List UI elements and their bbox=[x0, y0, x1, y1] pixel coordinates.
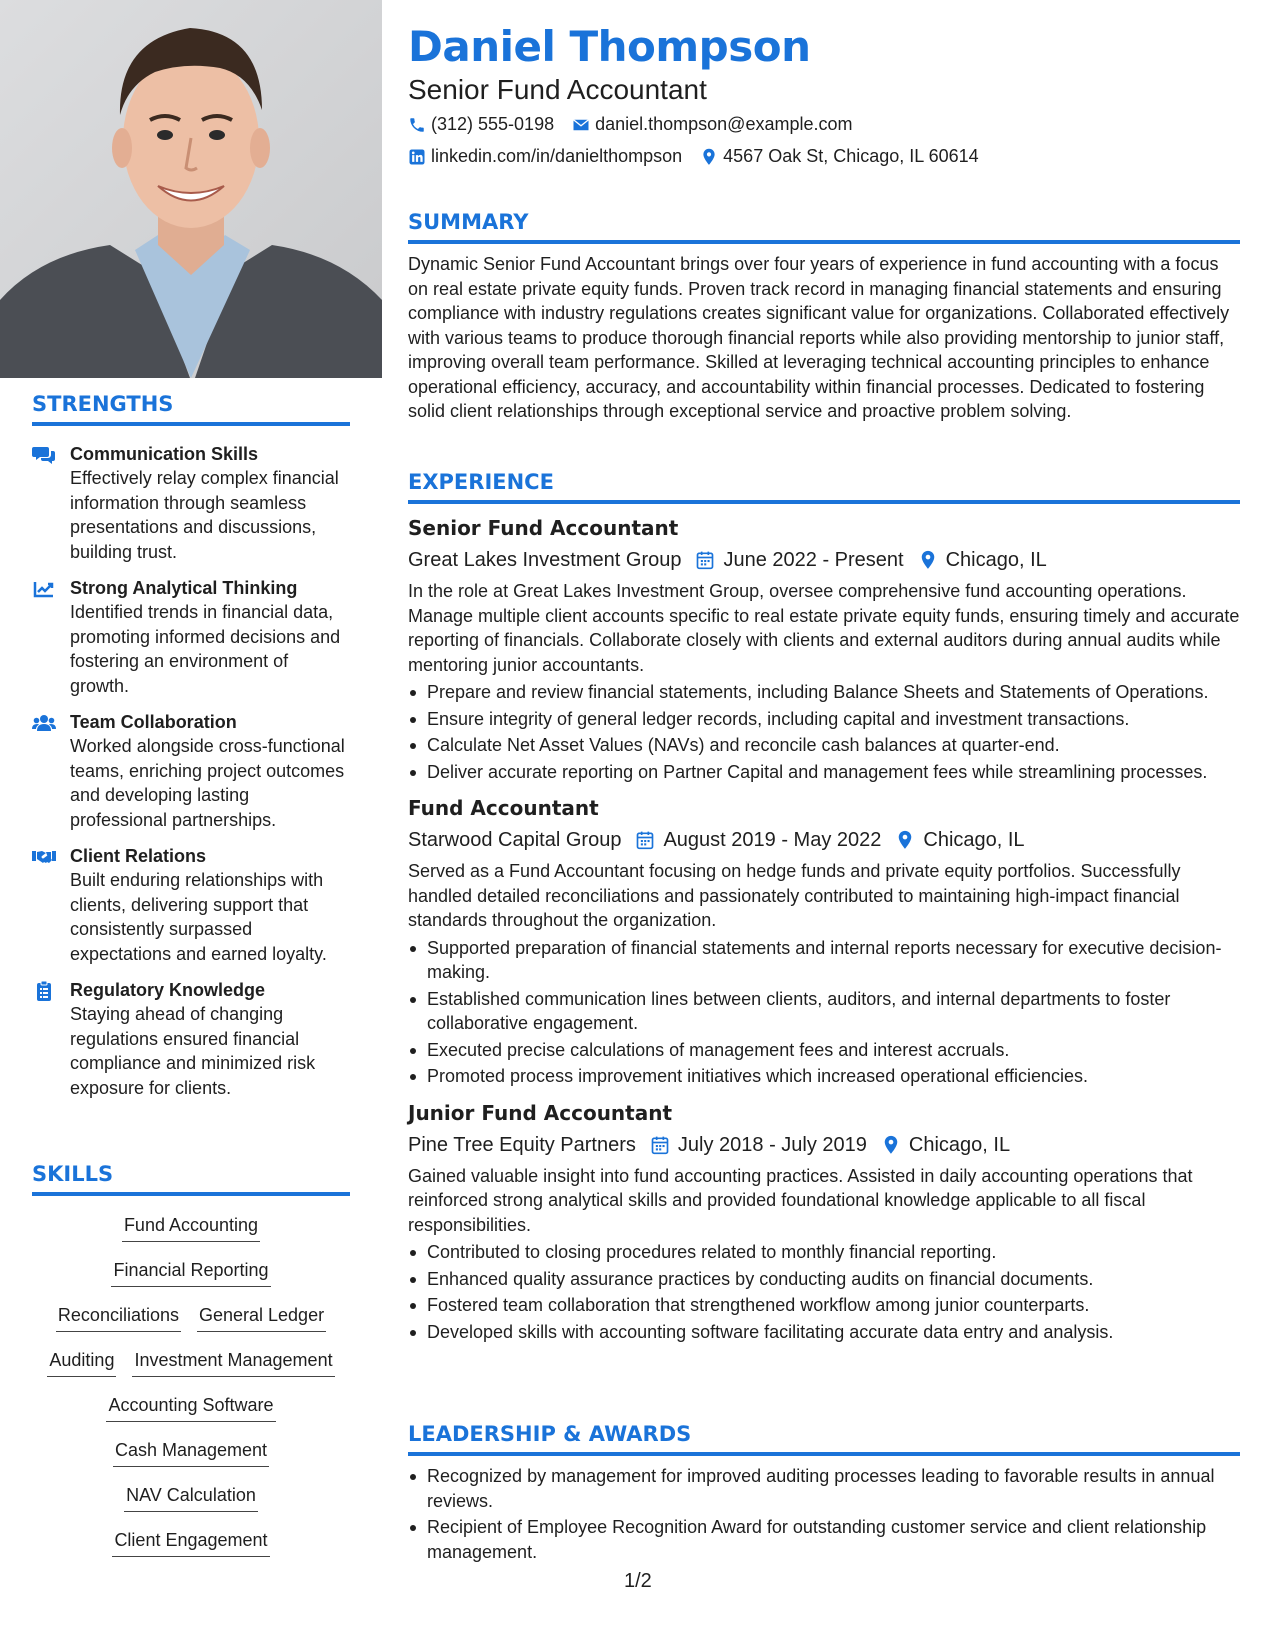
award-item: Recipient of Employee Recognition Award for outstanding customer service and client relationship management. bbox=[408, 1515, 1240, 1564]
job-title: Senior Fund Accountant bbox=[408, 516, 679, 540]
contact-linkedin bbox=[408, 146, 682, 167]
bullet-item: Contributed to closing procedures related to monthly financial reporting. bbox=[408, 1240, 1240, 1265]
calendar-icon bbox=[650, 1135, 670, 1155]
bullet-item: Fostered team collaboration that strengthened workflow among junior counterparts. bbox=[408, 1293, 1240, 1318]
awards-section bbox=[408, 1422, 1240, 1566]
strength-title: Client Relations bbox=[70, 846, 207, 866]
job-dates bbox=[635, 825, 881, 855]
candidate-title: Senior Fund Accountant bbox=[408, 74, 707, 105]
location-pin-icon bbox=[881, 1135, 901, 1155]
left-column bbox=[0, 0, 382, 1650]
location-pin-icon bbox=[700, 148, 718, 166]
job-dates-text: June 2022 - Present bbox=[723, 549, 904, 571]
skills-heading: SKILLS bbox=[32, 1162, 350, 1196]
clipboard-list-icon bbox=[32, 981, 56, 1001]
job-meta bbox=[408, 825, 1240, 855]
bullet-item: Promoted process improvement initiatives which increased operational efficiencies. bbox=[408, 1064, 1240, 1089]
calendar-icon bbox=[695, 550, 715, 570]
location-pin-icon bbox=[895, 830, 915, 850]
strength-item bbox=[32, 844, 350, 966]
handshake-icon bbox=[32, 847, 56, 867]
linkedin-icon bbox=[408, 148, 426, 166]
summary-text: Dynamic Senior Fund Accountant brings over four years of experience in fund accounting with a focus on real estate private equity funds. Proven track record in managing financial statements and ensuring compliance with industry regulations creates significant value for organizations. Collaborated effectively with various teams to produce thorough financial reports while also providing mentorship to junior staff, improving overall team performance. Skilled at leveraging technical accounting principles to enhance operational efficiency, accuracy, and accountability within financial processes. Dedicated to fostering solid client relationships through exceptional service and proactive problem solving. bbox=[408, 254, 1230, 421]
chart-line-icon bbox=[32, 579, 56, 599]
strength-item bbox=[32, 978, 350, 1100]
envelope-icon bbox=[572, 116, 590, 134]
contact-email bbox=[572, 114, 852, 135]
linkedin-text[interactable]: linkedin.com/in/danielthompson bbox=[431, 146, 683, 166]
skills-section bbox=[32, 1162, 350, 1572]
skill-tag: NAV Calculation bbox=[124, 1482, 258, 1512]
phone-icon bbox=[408, 116, 426, 134]
job-location bbox=[918, 545, 1047, 575]
skill-tag: Accounting Software bbox=[106, 1392, 275, 1422]
candidate-name: Daniel Thompson bbox=[408, 22, 811, 71]
bullet-item: Calculate Net Asset Values (NAVs) and reconcile cash balances at quarter-end. bbox=[408, 733, 1240, 758]
strength-description: Effectively relay complex financial information through seamless presentations and discussions, building trust. bbox=[70, 468, 339, 562]
job-bullets bbox=[408, 680, 1240, 784]
strength-item bbox=[32, 710, 350, 832]
job-bullets bbox=[408, 1240, 1240, 1344]
job-location bbox=[881, 1130, 1010, 1160]
strength-title: Communication Skills bbox=[70, 444, 259, 464]
email-text[interactable]: daniel.thompson@example.com bbox=[595, 114, 853, 134]
job-description: Served as a Fund Accountant focusing on hedge funds and private equity portfolios. Successfully handled detailed reconciliations and passionately contributed to maintaining high-impact financial standards throughout the organization. bbox=[408, 861, 1181, 930]
phone-text: (312) 555-0198 bbox=[431, 114, 555, 134]
page-number: 1/2 bbox=[624, 1570, 652, 1592]
job-description: In the role at Great Lakes Investment Group, oversee comprehensive fund accounting operations. Manage multiple client accounts specific to real estate private equity funds, ensuring timely and accurate reporting of financials. Collaborate closely with clients and external auditors during annual audits while mentoring junior accountants. bbox=[408, 581, 1240, 675]
skill-tag: General Ledger bbox=[197, 1302, 326, 1332]
skill-tag: Auditing bbox=[47, 1347, 116, 1377]
strength-title: Team Collaboration bbox=[70, 712, 237, 732]
strengths-heading: STRENGTHS bbox=[32, 392, 350, 426]
job-location bbox=[895, 825, 1024, 855]
job-dates-text: July 2018 - July 2019 bbox=[677, 1133, 867, 1156]
job-bullets bbox=[408, 936, 1240, 1089]
bullet-item: Supported preparation of financial statements and internal reports necessary for executive decision-making. bbox=[408, 936, 1240, 985]
bullet-item: Enhanced quality assurance practices by conducting audits on financial documents. bbox=[408, 1267, 1240, 1292]
strength-item bbox=[32, 576, 350, 698]
job-company: Great Lakes Investment Group bbox=[408, 549, 682, 571]
job-dates-text: August 2019 - May 2022 bbox=[663, 829, 882, 851]
strength-description: Built enduring relationships with clients, delivering support that consistently surpassed expectations and earned loyalty. bbox=[70, 870, 327, 964]
job-description: Gained valuable insight into fund accounting practices. Assisted in daily accounting operations that reinforced strong analytical skills and provided foundational knowledge applicable to all fiscal responsibilities. bbox=[408, 1165, 1193, 1235]
calendar-icon bbox=[635, 830, 655, 850]
skill-tag: Fund Accounting bbox=[122, 1212, 260, 1242]
contact-phone bbox=[408, 114, 554, 135]
strength-title: Regulatory Knowledge bbox=[70, 980, 266, 1000]
skill-tag: Financial Reporting bbox=[111, 1257, 270, 1287]
strength-item bbox=[32, 442, 350, 564]
awards-heading: LEADERSHIP & AWARDS bbox=[408, 1422, 1240, 1456]
summary-heading: SUMMARY bbox=[408, 210, 1240, 244]
job-title: Fund Accountant bbox=[408, 796, 599, 820]
comments-icon bbox=[32, 445, 56, 465]
job-location-text: Chicago, IL bbox=[908, 1133, 1011, 1156]
job-dates bbox=[695, 545, 903, 575]
job-meta bbox=[408, 1130, 1240, 1160]
skill-tag: Client Engagement bbox=[112, 1527, 269, 1557]
job-entry bbox=[408, 1099, 1240, 1345]
experience-heading: EXPERIENCE bbox=[408, 470, 1240, 504]
address-text: 4567 Oak St, Chicago, IL 60614 bbox=[723, 146, 979, 166]
summary-section bbox=[408, 210, 1240, 424]
strengths-section bbox=[32, 392, 350, 1100]
job-location-text: Chicago, IL bbox=[923, 829, 1025, 851]
award-item: Recognized by management for improved auditing processes leading to favorable results in annual reviews. bbox=[408, 1464, 1240, 1513]
bullet-item: Ensure integrity of general ledger records, including capital and investment transactions. bbox=[408, 707, 1240, 732]
users-icon bbox=[32, 713, 56, 733]
bullet-item: Deliver accurate reporting on Partner Capital and management fees while streamlining processes. bbox=[408, 760, 1240, 785]
contact-row-1 bbox=[408, 114, 853, 135]
job-dates bbox=[650, 1130, 867, 1160]
job-company: Starwood Capital Group bbox=[408, 829, 622, 851]
strength-title: Strong Analytical Thinking bbox=[70, 578, 298, 598]
bullet-item: Prepare and review financial statements, including Balance Sheets and Statements of Operations. bbox=[408, 680, 1240, 705]
bullet-item: Executed precise calculations of management fees and interest accruals. bbox=[408, 1038, 1240, 1063]
skill-tag: Investment Management bbox=[132, 1347, 334, 1377]
skill-tag: Cash Management bbox=[113, 1437, 269, 1467]
job-entry bbox=[408, 794, 1240, 1089]
strength-description: Worked alongside cross-functional teams, enriching project outcomes and developing lasting professional partnerships. bbox=[70, 736, 345, 830]
bullet-item: Developed skills with accounting software facilitating accurate data entry and analysis. bbox=[408, 1320, 1240, 1345]
job-company: Pine Tree Equity Partners bbox=[408, 1133, 636, 1156]
skill-tag: Reconciliations bbox=[56, 1302, 181, 1332]
awards-list bbox=[408, 1464, 1240, 1564]
job-location-text: Chicago, IL bbox=[945, 549, 1047, 571]
strength-description: Identified trends in financial data, promoting informed decisions and fostering an environment of growth. bbox=[70, 602, 341, 696]
skills-list bbox=[32, 1212, 350, 1572]
job-meta bbox=[408, 545, 1240, 575]
job-title: Junior Fund Accountant bbox=[408, 1100, 673, 1125]
strength-description: Staying ahead of changing regulations ensured financial compliance and minimized risk exposure for clients. bbox=[70, 1004, 316, 1098]
experience-section bbox=[408, 470, 1240, 1346]
job-entry bbox=[408, 514, 1240, 784]
contact-address bbox=[700, 146, 979, 167]
bullet-item: Established communication lines between clients, auditors, and internal departments to foster collaborative engagement. bbox=[408, 987, 1240, 1036]
location-pin-icon bbox=[918, 550, 938, 570]
profile-photo bbox=[0, 0, 382, 378]
contact-row-2 bbox=[408, 146, 979, 167]
